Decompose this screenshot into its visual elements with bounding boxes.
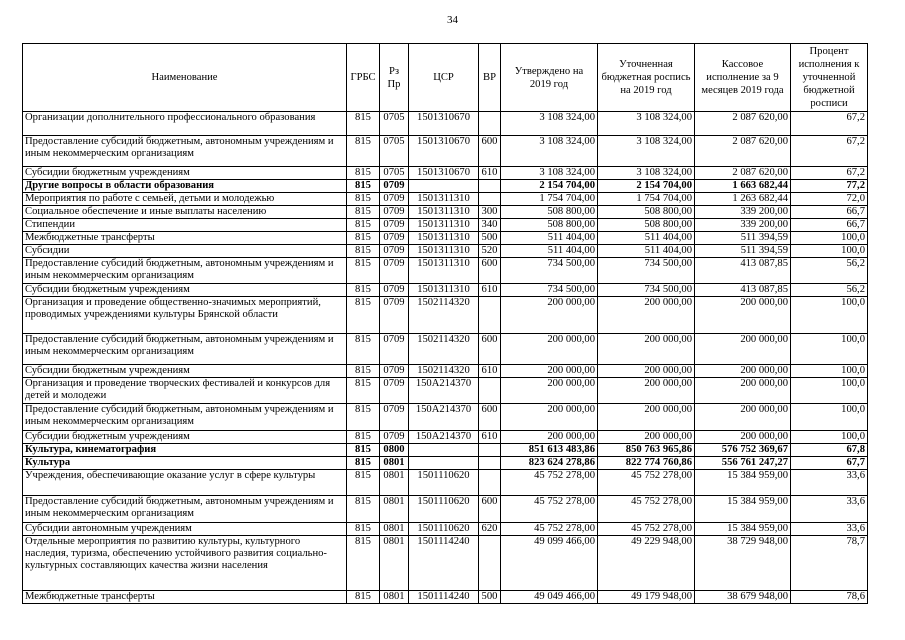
- cell-vr: 300: [479, 206, 501, 219]
- cell-name: Организация и проведение творческих фестивалей и конкурсов для детей и молодежи: [23, 378, 347, 404]
- cell-percent: 100,0: [791, 431, 868, 444]
- cell-csr: 1501114240: [409, 536, 479, 591]
- cell-rzpr: 0709: [380, 258, 409, 284]
- cell-vr: [479, 444, 501, 457]
- table-row: [23, 112, 868, 136]
- cell-rzpr: 0800: [380, 444, 409, 457]
- cell-percent: 66,7: [791, 206, 868, 219]
- cell-approved: 200 000,00: [501, 431, 598, 444]
- cell-csr: 150А214370: [409, 431, 479, 444]
- cell-refined: 3 108 324,00: [598, 136, 695, 167]
- cell-refined: 200 000,00: [598, 334, 695, 365]
- cell-refined: 508 800,00: [598, 219, 695, 232]
- cell-cash: 200 000,00: [695, 365, 791, 378]
- table-row: [23, 404, 868, 431]
- col-header-approved: Утверждено на 2019 год: [501, 44, 598, 112]
- cell-approved: 851 613 483,86: [501, 444, 598, 457]
- cell-name: Субсидии: [23, 245, 347, 258]
- cell-refined: 511 404,00: [598, 245, 695, 258]
- cell-cash: 15 384 959,00: [695, 496, 791, 523]
- cell-name: Субсидии автономным учреждениям: [23, 523, 347, 536]
- cell-grbs: 815: [347, 167, 380, 180]
- cell-cash: 413 087,85: [695, 258, 791, 284]
- cell-refined: 200 000,00: [598, 431, 695, 444]
- cell-name: Предоставление субсидий бюджетным, автономным учреждениям и иным некоммерческим организациям: [23, 496, 347, 523]
- cell-name: Предоставление субсидий бюджетным, автономным учреждениям и иным некоммерческим организациям: [23, 258, 347, 284]
- cell-rzpr: 0709: [380, 378, 409, 404]
- cell-rzpr: 0705: [380, 167, 409, 180]
- col-header-percent: Процент исполнения к уточненной бюджетной росписи: [791, 44, 868, 112]
- cell-vr: 600: [479, 258, 501, 284]
- col-header-vr: ВР: [479, 44, 501, 112]
- cell-csr: 1501311310: [409, 219, 479, 232]
- cell-name: Предоставление субсидий бюджетным, автономным учреждениям и иным некоммерческим организациям: [23, 334, 347, 365]
- cell-vr: 520: [479, 245, 501, 258]
- cell-csr: 150А214370: [409, 378, 479, 404]
- cell-percent: 56,2: [791, 284, 868, 297]
- cell-refined: 850 763 965,86: [598, 444, 695, 457]
- cell-csr: 1502114320: [409, 365, 479, 378]
- cell-csr: 1501310670: [409, 136, 479, 167]
- cell-csr: [409, 444, 479, 457]
- table-row: [23, 378, 868, 404]
- cell-approved: 511 404,00: [501, 245, 598, 258]
- cell-grbs: 815: [347, 496, 380, 523]
- cell-refined: 734 500,00: [598, 258, 695, 284]
- cell-cash: 15 384 959,00: [695, 470, 791, 496]
- cell-approved: 3 108 324,00: [501, 112, 598, 136]
- cell-refined: 511 404,00: [598, 232, 695, 245]
- cell-percent: 77,2: [791, 180, 868, 193]
- table-row: [23, 297, 868, 334]
- col-header-rzpr: Рз Пр: [380, 44, 409, 112]
- cell-csr: 1501110620: [409, 523, 479, 536]
- cell-rzpr: 0709: [380, 431, 409, 444]
- cell-name: Субсидии бюджетным учреждениям: [23, 431, 347, 444]
- cell-grbs: 815: [347, 404, 380, 431]
- cell-vr: 610: [479, 431, 501, 444]
- cell-percent: 78,7: [791, 536, 868, 591]
- cell-percent: 100,0: [791, 232, 868, 245]
- cell-refined: 200 000,00: [598, 297, 695, 334]
- table-row: [23, 536, 868, 591]
- cell-rzpr: 0709: [380, 245, 409, 258]
- cell-name: Предоставление субсидий бюджетным, автономным учреждениям и иным некоммерческим организациям: [23, 404, 347, 431]
- cell-approved: 200 000,00: [501, 365, 598, 378]
- cell-rzpr: 0709: [380, 206, 409, 219]
- cell-name: Социальное обеспечение и иные выплаты населению: [23, 206, 347, 219]
- table-row: [23, 431, 868, 444]
- cell-grbs: 815: [347, 591, 380, 604]
- cell-cash: 1 663 682,44: [695, 180, 791, 193]
- cell-cash: 511 394,59: [695, 232, 791, 245]
- cell-grbs: 815: [347, 219, 380, 232]
- cell-name: Организация и проведение общественно-значимых мероприятий, проводимых учреждениями культуры Брянской области: [23, 297, 347, 334]
- cell-cash: 556 761 247,27: [695, 457, 791, 470]
- cell-refined: 2 154 704,00: [598, 180, 695, 193]
- cell-approved: 45 752 278,00: [501, 470, 598, 496]
- cell-percent: 100,0: [791, 245, 868, 258]
- cell-refined: 45 752 278,00: [598, 496, 695, 523]
- cell-vr: [479, 193, 501, 206]
- cell-approved: 1 754 704,00: [501, 193, 598, 206]
- table-row: [23, 334, 868, 365]
- cell-percent: 78,6: [791, 591, 868, 604]
- cell-cash: 511 394,59: [695, 245, 791, 258]
- cell-percent: 67,2: [791, 167, 868, 180]
- cell-rzpr: 0709: [380, 284, 409, 297]
- cell-cash: 339 200,00: [695, 206, 791, 219]
- cell-rzpr: 0801: [380, 457, 409, 470]
- cell-vr: 600: [479, 136, 501, 167]
- cell-name: Культура: [23, 457, 347, 470]
- cell-csr: 1501311310: [409, 206, 479, 219]
- header-row: [23, 44, 868, 112]
- cell-approved: 45 752 278,00: [501, 496, 598, 523]
- cell-approved: 200 000,00: [501, 404, 598, 431]
- cell-vr: 500: [479, 591, 501, 604]
- cell-cash: 200 000,00: [695, 404, 791, 431]
- table-row: [23, 258, 868, 284]
- cell-vr: 610: [479, 167, 501, 180]
- cell-name: Субсидии бюджетным учреждениям: [23, 284, 347, 297]
- table-row: [23, 232, 868, 245]
- cell-cash: 15 384 959,00: [695, 523, 791, 536]
- cell-refined: 45 752 278,00: [598, 470, 695, 496]
- table-row: [23, 167, 868, 180]
- cell-cash: 200 000,00: [695, 378, 791, 404]
- cell-refined: 200 000,00: [598, 365, 695, 378]
- cell-approved: 823 624 278,86: [501, 457, 598, 470]
- cell-vr: 600: [479, 404, 501, 431]
- cell-csr: 1501110620: [409, 496, 479, 523]
- cell-cash: 38 729 948,00: [695, 536, 791, 591]
- cell-percent: 56,2: [791, 258, 868, 284]
- cell-approved: 511 404,00: [501, 232, 598, 245]
- cell-percent: 100,0: [791, 334, 868, 365]
- cell-rzpr: 0709: [380, 219, 409, 232]
- cell-grbs: 815: [347, 457, 380, 470]
- cell-cash: 1 263 682,44: [695, 193, 791, 206]
- cell-name: Другие вопросы в области образования: [23, 180, 347, 193]
- cell-grbs: 815: [347, 258, 380, 284]
- cell-vr: [479, 470, 501, 496]
- table-row: [23, 523, 868, 536]
- cell-grbs: 815: [347, 378, 380, 404]
- cell-csr: 1501311310: [409, 245, 479, 258]
- table-row: [23, 365, 868, 378]
- col-header-refined: Уточненная бюджетная роспись на 2019 год: [598, 44, 695, 112]
- cell-vr: [479, 297, 501, 334]
- cell-cash: 38 679 948,00: [695, 591, 791, 604]
- cell-vr: 340: [479, 219, 501, 232]
- cell-csr: [409, 457, 479, 470]
- page-number: 34: [447, 14, 458, 26]
- cell-csr: 1501311310: [409, 284, 479, 297]
- cell-vr: [479, 457, 501, 470]
- cell-cash: 2 087 620,00: [695, 167, 791, 180]
- cell-approved: 49 049 466,00: [501, 591, 598, 604]
- cell-vr: 600: [479, 334, 501, 365]
- cell-rzpr: 0705: [380, 136, 409, 167]
- cell-percent: 72,0: [791, 193, 868, 206]
- cell-rzpr: 0801: [380, 470, 409, 496]
- cell-cash: 413 087,85: [695, 284, 791, 297]
- table-row: [23, 591, 868, 604]
- cell-csr: 1501110620: [409, 470, 479, 496]
- cell-csr: 1501311310: [409, 193, 479, 206]
- cell-grbs: 815: [347, 206, 380, 219]
- table-row: [23, 470, 868, 496]
- cell-rzpr: 0709: [380, 193, 409, 206]
- cell-csr: 1501114240: [409, 591, 479, 604]
- cell-approved: 508 800,00: [501, 206, 598, 219]
- table-row: [23, 219, 868, 232]
- col-header-csr: ЦСР: [409, 44, 479, 112]
- cell-grbs: 815: [347, 297, 380, 334]
- cell-percent: 33,6: [791, 496, 868, 523]
- table-row: [23, 206, 868, 219]
- cell-name: Мероприятия по работе с семьей, детьми и молодежью: [23, 193, 347, 206]
- cell-percent: 67,7: [791, 457, 868, 470]
- cell-rzpr: 0709: [380, 232, 409, 245]
- cell-vr: 600: [479, 496, 501, 523]
- cell-name: Межбюджетные трансферты: [23, 232, 347, 245]
- col-header-cash: Кассовое исполнение за 9 месяцев 2019 года: [695, 44, 791, 112]
- cell-approved: 45 752 278,00: [501, 523, 598, 536]
- cell-refined: 200 000,00: [598, 404, 695, 431]
- cell-approved: 734 500,00: [501, 258, 598, 284]
- cell-vr: [479, 536, 501, 591]
- cell-percent: 33,6: [791, 523, 868, 536]
- table-row: [23, 444, 868, 457]
- cell-rzpr: 0709: [380, 365, 409, 378]
- cell-refined: 822 774 760,86: [598, 457, 695, 470]
- table-row: [23, 193, 868, 206]
- cell-grbs: 815: [347, 431, 380, 444]
- cell-rzpr: 0709: [380, 404, 409, 431]
- cell-refined: 508 800,00: [598, 206, 695, 219]
- cell-grbs: 815: [347, 180, 380, 193]
- cell-csr: 150А214370: [409, 404, 479, 431]
- cell-csr: 1501310670: [409, 112, 479, 136]
- table-row: [23, 245, 868, 258]
- cell-percent: 67,8: [791, 444, 868, 457]
- cell-csr: 1501310670: [409, 167, 479, 180]
- cell-cash: 200 000,00: [695, 431, 791, 444]
- cell-csr: 1502114320: [409, 297, 479, 334]
- cell-grbs: 815: [347, 523, 380, 536]
- cell-cash: 2 087 620,00: [695, 136, 791, 167]
- cell-percent: 67,2: [791, 136, 868, 167]
- cell-rzpr: 0801: [380, 496, 409, 523]
- cell-approved: 200 000,00: [501, 297, 598, 334]
- cell-csr: [409, 180, 479, 193]
- cell-refined: 45 752 278,00: [598, 523, 695, 536]
- cell-percent: 100,0: [791, 378, 868, 404]
- table-row: [23, 457, 868, 470]
- cell-csr: 1502114320: [409, 334, 479, 365]
- cell-cash: 339 200,00: [695, 219, 791, 232]
- cell-percent: 100,0: [791, 365, 868, 378]
- cell-refined: 200 000,00: [598, 378, 695, 404]
- cell-name: Межбюджетные трансферты: [23, 591, 347, 604]
- cell-percent: 33,6: [791, 470, 868, 496]
- cell-vr: 500: [479, 232, 501, 245]
- cell-approved: 200 000,00: [501, 334, 598, 365]
- cell-vr: [479, 112, 501, 136]
- cell-grbs: 815: [347, 334, 380, 365]
- col-header-name: Наименование: [23, 44, 347, 112]
- cell-vr: 610: [479, 365, 501, 378]
- cell-vr: [479, 180, 501, 193]
- cell-grbs: 815: [347, 232, 380, 245]
- table-row: [23, 284, 868, 297]
- cell-rzpr: 0801: [380, 523, 409, 536]
- cell-cash: 200 000,00: [695, 334, 791, 365]
- budget-table: [22, 43, 868, 604]
- table-row: [23, 136, 868, 167]
- cell-rzpr: 0801: [380, 591, 409, 604]
- cell-refined: 1 754 704,00: [598, 193, 695, 206]
- cell-refined: 3 108 324,00: [598, 167, 695, 180]
- cell-rzpr: 0709: [380, 180, 409, 193]
- cell-grbs: 815: [347, 365, 380, 378]
- cell-name: Культура, кинематография: [23, 444, 347, 457]
- table-row: [23, 496, 868, 523]
- cell-csr: 1501311310: [409, 258, 479, 284]
- cell-name: Субсидии бюджетным учреждениям: [23, 167, 347, 180]
- cell-grbs: 815: [347, 284, 380, 297]
- cell-approved: 200 000,00: [501, 378, 598, 404]
- cell-rzpr: 0709: [380, 334, 409, 365]
- cell-approved: 3 108 324,00: [501, 136, 598, 167]
- cell-percent: 100,0: [791, 404, 868, 431]
- cell-approved: 2 154 704,00: [501, 180, 598, 193]
- table-row: [23, 180, 868, 193]
- cell-vr: [479, 378, 501, 404]
- cell-cash: 200 000,00: [695, 297, 791, 334]
- cell-grbs: 815: [347, 112, 380, 136]
- cell-name: Отдельные мероприятия по развитию культуры, культурного наследия, туризма, обеспечению устойчивого развития социально-культурных составляющих качества жизни населения: [23, 536, 347, 591]
- cell-approved: 734 500,00: [501, 284, 598, 297]
- cell-refined: 49 179 948,00: [598, 591, 695, 604]
- cell-name: Организации дополнительного профессионального образования: [23, 112, 347, 136]
- cell-approved: 3 108 324,00: [501, 167, 598, 180]
- cell-rzpr: 0801: [380, 536, 409, 591]
- cell-percent: 100,0: [791, 297, 868, 334]
- cell-name: Стипендии: [23, 219, 347, 232]
- cell-name: Учреждения, обеспечивающие оказание услуг в сфере культуры: [23, 470, 347, 496]
- cell-cash: 2 087 620,00: [695, 112, 791, 136]
- cell-percent: 67,2: [791, 112, 868, 136]
- cell-rzpr: 0705: [380, 112, 409, 136]
- cell-grbs: 815: [347, 470, 380, 496]
- cell-refined: 734 500,00: [598, 284, 695, 297]
- cell-grbs: 815: [347, 193, 380, 206]
- cell-vr: 610: [479, 284, 501, 297]
- cell-grbs: 815: [347, 245, 380, 258]
- cell-name: Предоставление субсидий бюджетным, автономным учреждениям и иным некоммерческим организациям: [23, 136, 347, 167]
- cell-refined: 49 229 948,00: [598, 536, 695, 591]
- cell-approved: 49 099 466,00: [501, 536, 598, 591]
- cell-rzpr: 0709: [380, 297, 409, 334]
- cell-csr: 1501311310: [409, 232, 479, 245]
- cell-vr: 620: [479, 523, 501, 536]
- cell-grbs: 815: [347, 444, 380, 457]
- cell-percent: 66,7: [791, 219, 868, 232]
- cell-grbs: 815: [347, 536, 380, 591]
- col-header-grbs: ГРБС: [347, 44, 380, 112]
- cell-approved: 508 800,00: [501, 219, 598, 232]
- cell-name: Субсидии бюджетным учреждениям: [23, 365, 347, 378]
- cell-grbs: 815: [347, 136, 380, 167]
- cell-refined: 3 108 324,00: [598, 112, 695, 136]
- cell-cash: 576 752 369,67: [695, 444, 791, 457]
